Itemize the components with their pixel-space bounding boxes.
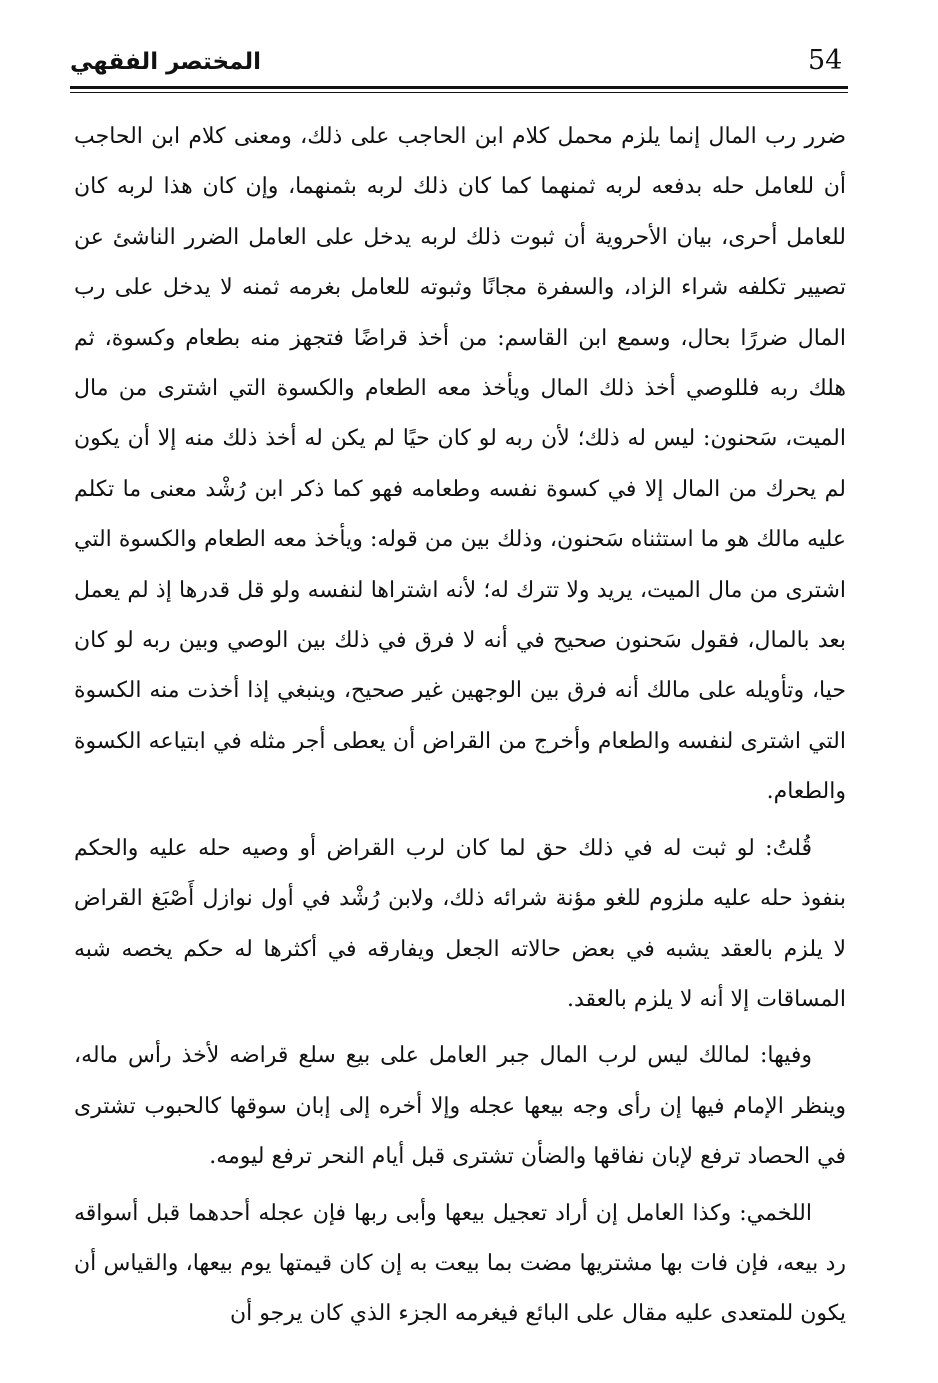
body-text [74, 112, 846, 1346]
paragraph-2: قُلتُ: لو ثبت له في ذلك حق لما كان لرب القراض أو وصيه حله عليه والحكم بنفوذ حله عليه ملزوم للغو مؤنة شرائه ذلك، ولابن رُشْد في أول نوازل أَصْبَغ القراض لا يلزم بالعقد يشبه في بعض حالاته الجعل ويفارقه في أكثرها له حكم يخصه شبه المساقات إلا أنه لا يلزم بالعقد. [74, 835, 846, 1012]
header-rule-thin [70, 92, 848, 93]
page-number: 54 [808, 45, 843, 76]
paragraph-4: اللخمي: وكذا العامل إن أراد تعجيل بيعها وأبى ربها فإن عجله أحدهما قبل أسواقه رد بيعه، فإن فات بها مشتريها مضت بما بيعت به إن كان قيمتها يوم بيعها، والقياس أن يكون للمتعدى عليه مقال على البائع فيغرمه الجزء الذي كان يرجو أن [74, 1200, 846, 1327]
header-rule-thick [70, 86, 848, 89]
paragraph-3: وفيها: لمالك ليس لرب المال جبر العامل على بيع سلع قراضه لأخذ رأس ماله، وينظر الإمام فيها إن رأى وجه بيعها عجله وإلا أخره إلى إبان سوقها كالحبوب تشترى في الحصاد ترفع لإبان نفاقها والضأن تشترى قبل أيام النحر ترفع ليومه. [74, 1043, 846, 1170]
paragraph-1: ضرر رب المال إنما يلزم محمل كلام ابن الحاجب على ذلك، ومعنى كلام ابن الحاجب أن للعامل حله بدفعه لربه ثمنهما كما كان ذلك لربه بثمنهما، وإن كان هذا لربه كان للعامل أحرى، بيان الأحروية أن ثبوت ذلك لربه يدخل على العامل الضرر الناشئ عن تصيير تكلفه شراء الزاد، والسفرة مجانًا وثبوته للعامل بغرمه ثمنه لا يدخل على رب المال ضررًا بحال، وسمع ابن القاسم: من أخذ قراضًا فتجهز منه بطعام وكسوة، ثم هلك ربه فللوصي أخذ ذلك المال ويأخذ معه الطعام والكسوة التي اشترى من مال الميت، سَحنون: ليس له ذلك؛ لأن ربه لو كان حيًا لم يكن له أخذ ذلك منه إلا أن يكون لم يحرك من المال إلا في كسوة نفسه وطعامه فهو كما ذكر ابن رُشْد معنى ما تكلم عليه مالك هو ما استثناه سَحنون، وذلك بين من قوله: ويأخذ معه الطعام والكسوة التي اشترى من مال الميت، يريد ولا تترك له؛ لأنه اشتراها لنفسه ولو قل قدرها إذ لم يعمل بعد بالمال، فقول سَحنون صحيح في أنه لا فرق في ذلك بين الوصي وبين ربه لو كان حيا، وتأويله على مالك أنه فرق بين الوجهين غير صحيح، وينبغي إذا أخذت منه الكسوة التي اشترى لنفسه والطعام وأخرج من القراض أن يعطى أجر مثله في ابتياعه الكسوة والطعام. [74, 124, 846, 805]
page-header [70, 38, 848, 92]
running-title: المختصر الفقهي [70, 49, 261, 75]
